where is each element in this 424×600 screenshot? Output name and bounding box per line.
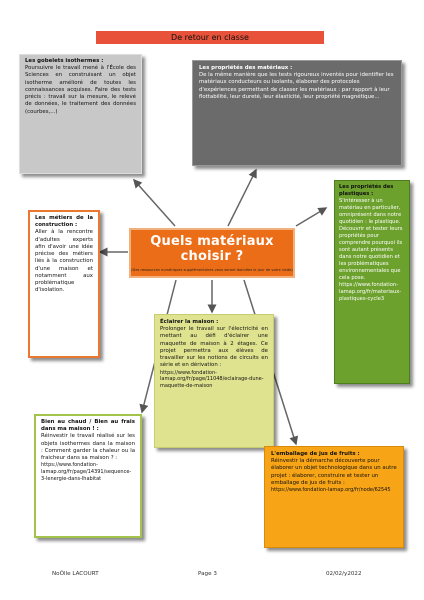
arrow-to-plastiques [296, 208, 326, 226]
card-bien-au-chaud [34, 414, 142, 538]
card-emballage-jus [264, 446, 404, 548]
card-gobelets-isothermes [19, 54, 142, 174]
card-emballage-title: L'emballage de jus de fruits : [271, 451, 360, 457]
card-metiers-body: Aller à la rencontre d'adultes experts afin d'avoir une idée précise des métiers liés à la construction d'une maison et notamment aux problématique d'isolation. [35, 229, 93, 294]
card-chaud-title: Bien au chaud / Bien au frais dans ma maison ! : [41, 419, 135, 433]
card-gobelets-title: Les gobelets isothermes : [25, 58, 104, 64]
banner-title: De retour en classe [96, 31, 324, 44]
card-eclairer-body: Prolonger le travail sur l'électricité en mettant au défi d'éclairer une maquette de maison à 2 étages. Ce projet permettra aux élèves de travailler sur les notions de circuits en série et en dérivation : [160, 326, 268, 369]
card-eclairer-title: Éclairer la maison : [160, 319, 219, 325]
central-question-note: (Des ressources numériques supplémentaires vous seront données le jour de votre visite) [131, 268, 293, 272]
card-chaud-body: Réinvestir le travail réalisé sur les objets isothermes dans la maison : Comment garder la chaleur ou la fraicheur dans sa maison ? : [41, 433, 135, 462]
arrow-to-proprietes [228, 170, 256, 226]
card-proprietes-title: Les propriétés des matériaux : [199, 65, 293, 71]
footer-page: Page 3 [198, 571, 217, 577]
card-proprietes-body: De la même manière que les tests rigoureux inventés pour identifier les matériaux conducteurs ou isolants, élaborer des protocoles d'expériences permettant de classer les matériaux : par rapport à leur flottabilité, leur dureté, leur élasticité, leur propriété magnétique... [199, 72, 394, 100]
central-question [129, 228, 295, 278]
card-emballage-link[interactable]: https://www.fondation-lamap.org/fr/node/62545 [271, 487, 391, 494]
footer-author: NoÕlle LACOURT [52, 571, 99, 577]
card-metiers-construction [28, 210, 100, 358]
card-plastiques-body: S'intéresser à un matériau en particulier, omniprésent dans notre quotidien : le plastique. Découvrir et tester leurs propriétés pour comprendre pourquoi ils sont autant présents dans notre quotidien et les problématiques environnementales que cela pose. https://www.fondation-lamap.org/fr/materiaux-plastiques-cycle3 [339, 197, 403, 302]
central-question-title: Quels matériaux choisir ? [150, 234, 274, 264]
footer-date: 02/02/y2022 [326, 571, 362, 577]
card-eclairer-maison [154, 314, 274, 448]
card-metiers-title: Les métiers de la construction : [35, 215, 93, 229]
arrow-to-gobelets [134, 180, 175, 226]
card-eclairer-link[interactable]: https://www.fondation-lamap.org/fr/page/11048/eclairage-dune-maquette-de-maison [160, 369, 264, 390]
card-proprietes-plastiques [334, 180, 410, 384]
card-proprietes-materiaux [192, 60, 402, 166]
card-emballage-body: Réinvestir la démarche découverte pour élaborer un objet technologique dans un autre projet : élaborer, construire et tester un emballage de jus de fruits : [271, 458, 397, 486]
card-plastiques-title: Les propriétés des plastiques : [339, 184, 394, 197]
card-gobelets-body: Poursuivre le travail mené à l'École des Sciences en construisant un objet isotherme amélioré de toutes les connaissances acquises. Faire des tests précis : travail sur la mesure, le relevé de données, le traitement des données (courbes,...) [25, 65, 136, 115]
card-chaud-link[interactable]: https://www.fondation-lamap.org/fr/page/14391/sequence-3-lenergie-dans-lhabitat [41, 462, 132, 482]
